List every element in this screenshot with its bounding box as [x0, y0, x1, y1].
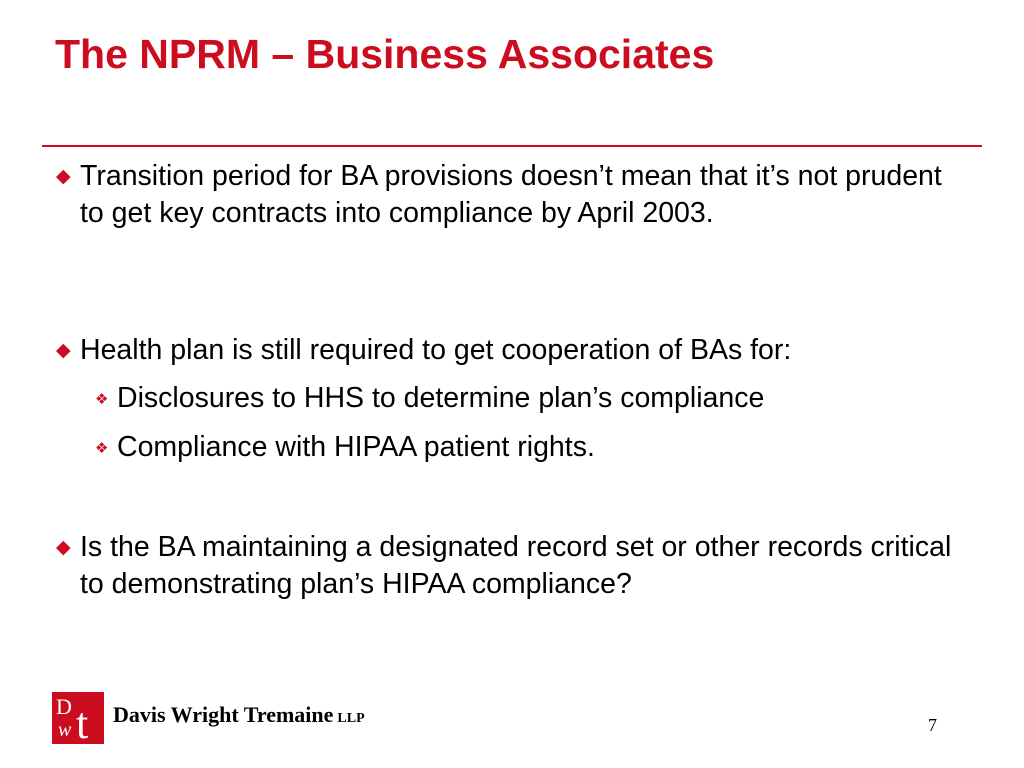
diamond-bullet-icon: ◆	[56, 537, 71, 558]
diamond-bullet-icon: ◆	[56, 166, 71, 187]
firm-suffix: LLP	[337, 711, 365, 726]
sub-bullet-item-disclosures	[95, 380, 975, 417]
four-diamond-bullet-icon: ❖	[95, 440, 109, 457]
bullet-item-health-plan	[56, 332, 966, 369]
diamond-bullet-icon: ◆	[56, 340, 71, 361]
bullet-item-transition	[56, 158, 966, 232]
slide-title: The NPRM – Business Associates	[55, 31, 715, 77]
sub-bullet-text: Compliance with HIPAA patient rights.	[117, 431, 595, 463]
firm-name-text: Davis Wright Tremaine	[113, 702, 334, 727]
svg-text:w: w	[58, 719, 72, 741]
four-diamond-bullet-icon: ❖	[95, 391, 109, 408]
bullet-text: Health plan is still required to get cooperation of BAs for:	[80, 334, 792, 366]
svg-text:t: t	[76, 699, 89, 744]
sub-bullet-text: Disclosures to HHS to determine plan’s compliance	[117, 382, 765, 414]
bullet-text: Transition period for BA provisions doesn’t mean that it’s not prudent to get key contracts into compliance by April 2003.	[80, 160, 942, 229]
page-number: 7	[928, 715, 937, 735]
bullet-item-record-set	[56, 529, 966, 603]
dwt-logo	[52, 692, 104, 744]
firm-name	[113, 702, 365, 728]
title-divider	[42, 145, 982, 147]
dwt-logo-mark-icon	[52, 692, 104, 744]
sub-bullet-item-patient-rights	[95, 429, 975, 466]
svg-text:D: D	[56, 694, 72, 719]
bullet-text: Is the BA maintaining a designated record set or other records critical to demonstrating plan’s HIPAA compliance?	[80, 531, 952, 600]
